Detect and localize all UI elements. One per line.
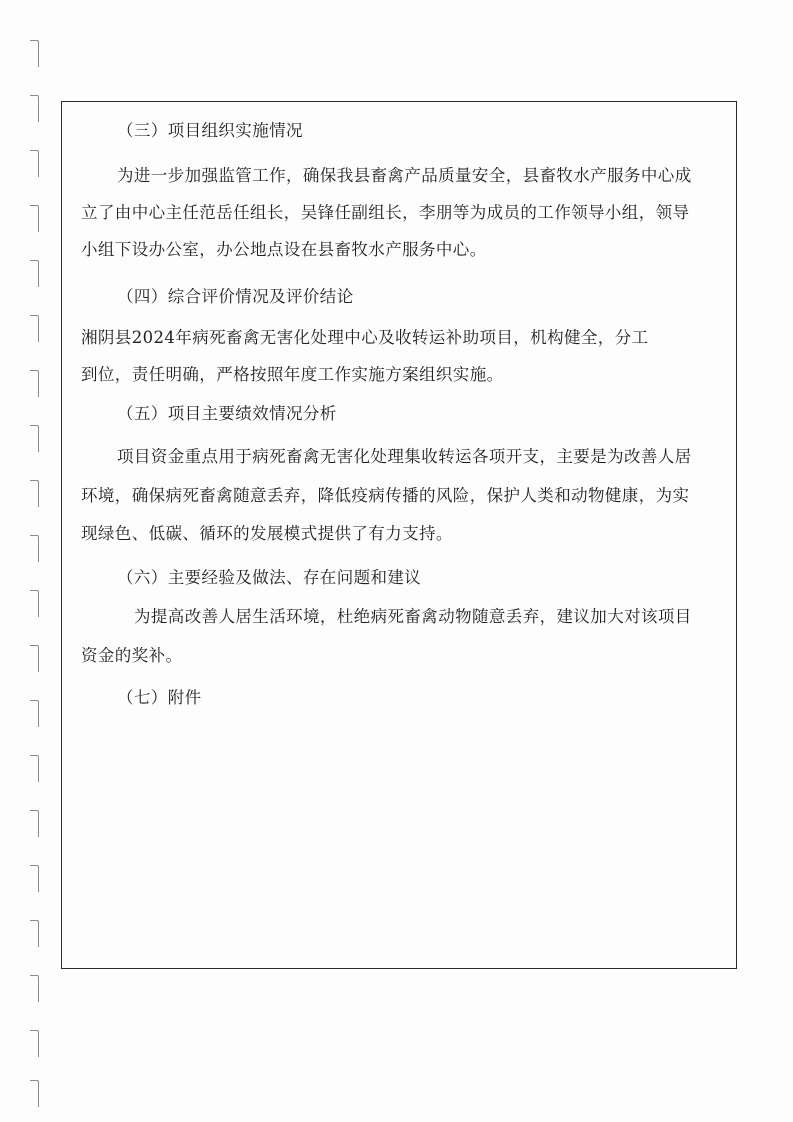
paragraph-line: 到位，责任明确，严格按照年度工作实施方案组织实施。 — [81, 365, 504, 384]
section-heading: （三）项目组织实施情况 — [117, 121, 303, 140]
content-frame — [61, 101, 737, 969]
binding-mark — [30, 480, 39, 507]
binding-mark — [30, 1080, 39, 1107]
paragraph-line: 为提高改善人居生活环境，杜绝病死畜禽动物随意丢弃，建议加大对该项目 — [134, 607, 692, 626]
binding-mark — [30, 865, 39, 892]
paragraph-line: 资金的奖补。 — [81, 646, 183, 665]
binding-mark — [30, 700, 39, 727]
section-heading: （六）主要经验及做法、存在问题和建议 — [117, 568, 422, 587]
binding-mark — [30, 150, 39, 177]
binding-mark — [30, 590, 39, 617]
paragraph-line: 湘阴县2024年病死畜禽无害化处理中心及收转运补助项目，机构健全，分工 — [81, 328, 649, 347]
binding-mark — [30, 755, 39, 782]
binding-mark — [30, 920, 39, 947]
section-heading: （五）项目主要绩效情况分析 — [117, 404, 337, 423]
binding-mark — [30, 425, 39, 452]
paragraph-line: 环境，确保病死畜禽随意丢弃，降低疫病传播的风险，保护人类和动物健康，为实 — [81, 486, 690, 505]
paragraph-line: 小组下设办公室，办公地点设在县畜牧水产服务中心。 — [81, 240, 487, 259]
paragraph-line: 现绿色、低碳、循环的发展模式提供了有力支持。 — [81, 524, 453, 543]
binding-mark — [30, 315, 39, 342]
binding-mark — [30, 975, 39, 1002]
binding-holes — [30, 40, 44, 1110]
binding-mark — [30, 40, 39, 67]
binding-mark — [30, 1030, 39, 1057]
binding-mark — [30, 95, 39, 122]
binding-mark — [30, 535, 39, 562]
binding-mark — [30, 810, 39, 837]
binding-mark — [30, 260, 39, 287]
section-heading: （四）综合评价情况及评价结论 — [117, 287, 354, 306]
paragraph-line: 项目资金重点用于病死畜禽无害化处理集收转运各项开支，主要是为改善人居 — [117, 447, 692, 466]
binding-mark — [30, 645, 39, 672]
binding-mark — [30, 370, 39, 397]
paragraph-line: 立了由中心主任范岳任组长，吴锋任副组长，李朋等为成员的工作领导小组，领导 — [81, 203, 690, 222]
binding-mark — [30, 205, 39, 232]
section-heading: （七）附件 — [117, 688, 202, 707]
paragraph-line: 为进一步加强监管工作，确保我县畜禽产品质量安全，县畜牧水产服务中心成 — [117, 166, 692, 185]
